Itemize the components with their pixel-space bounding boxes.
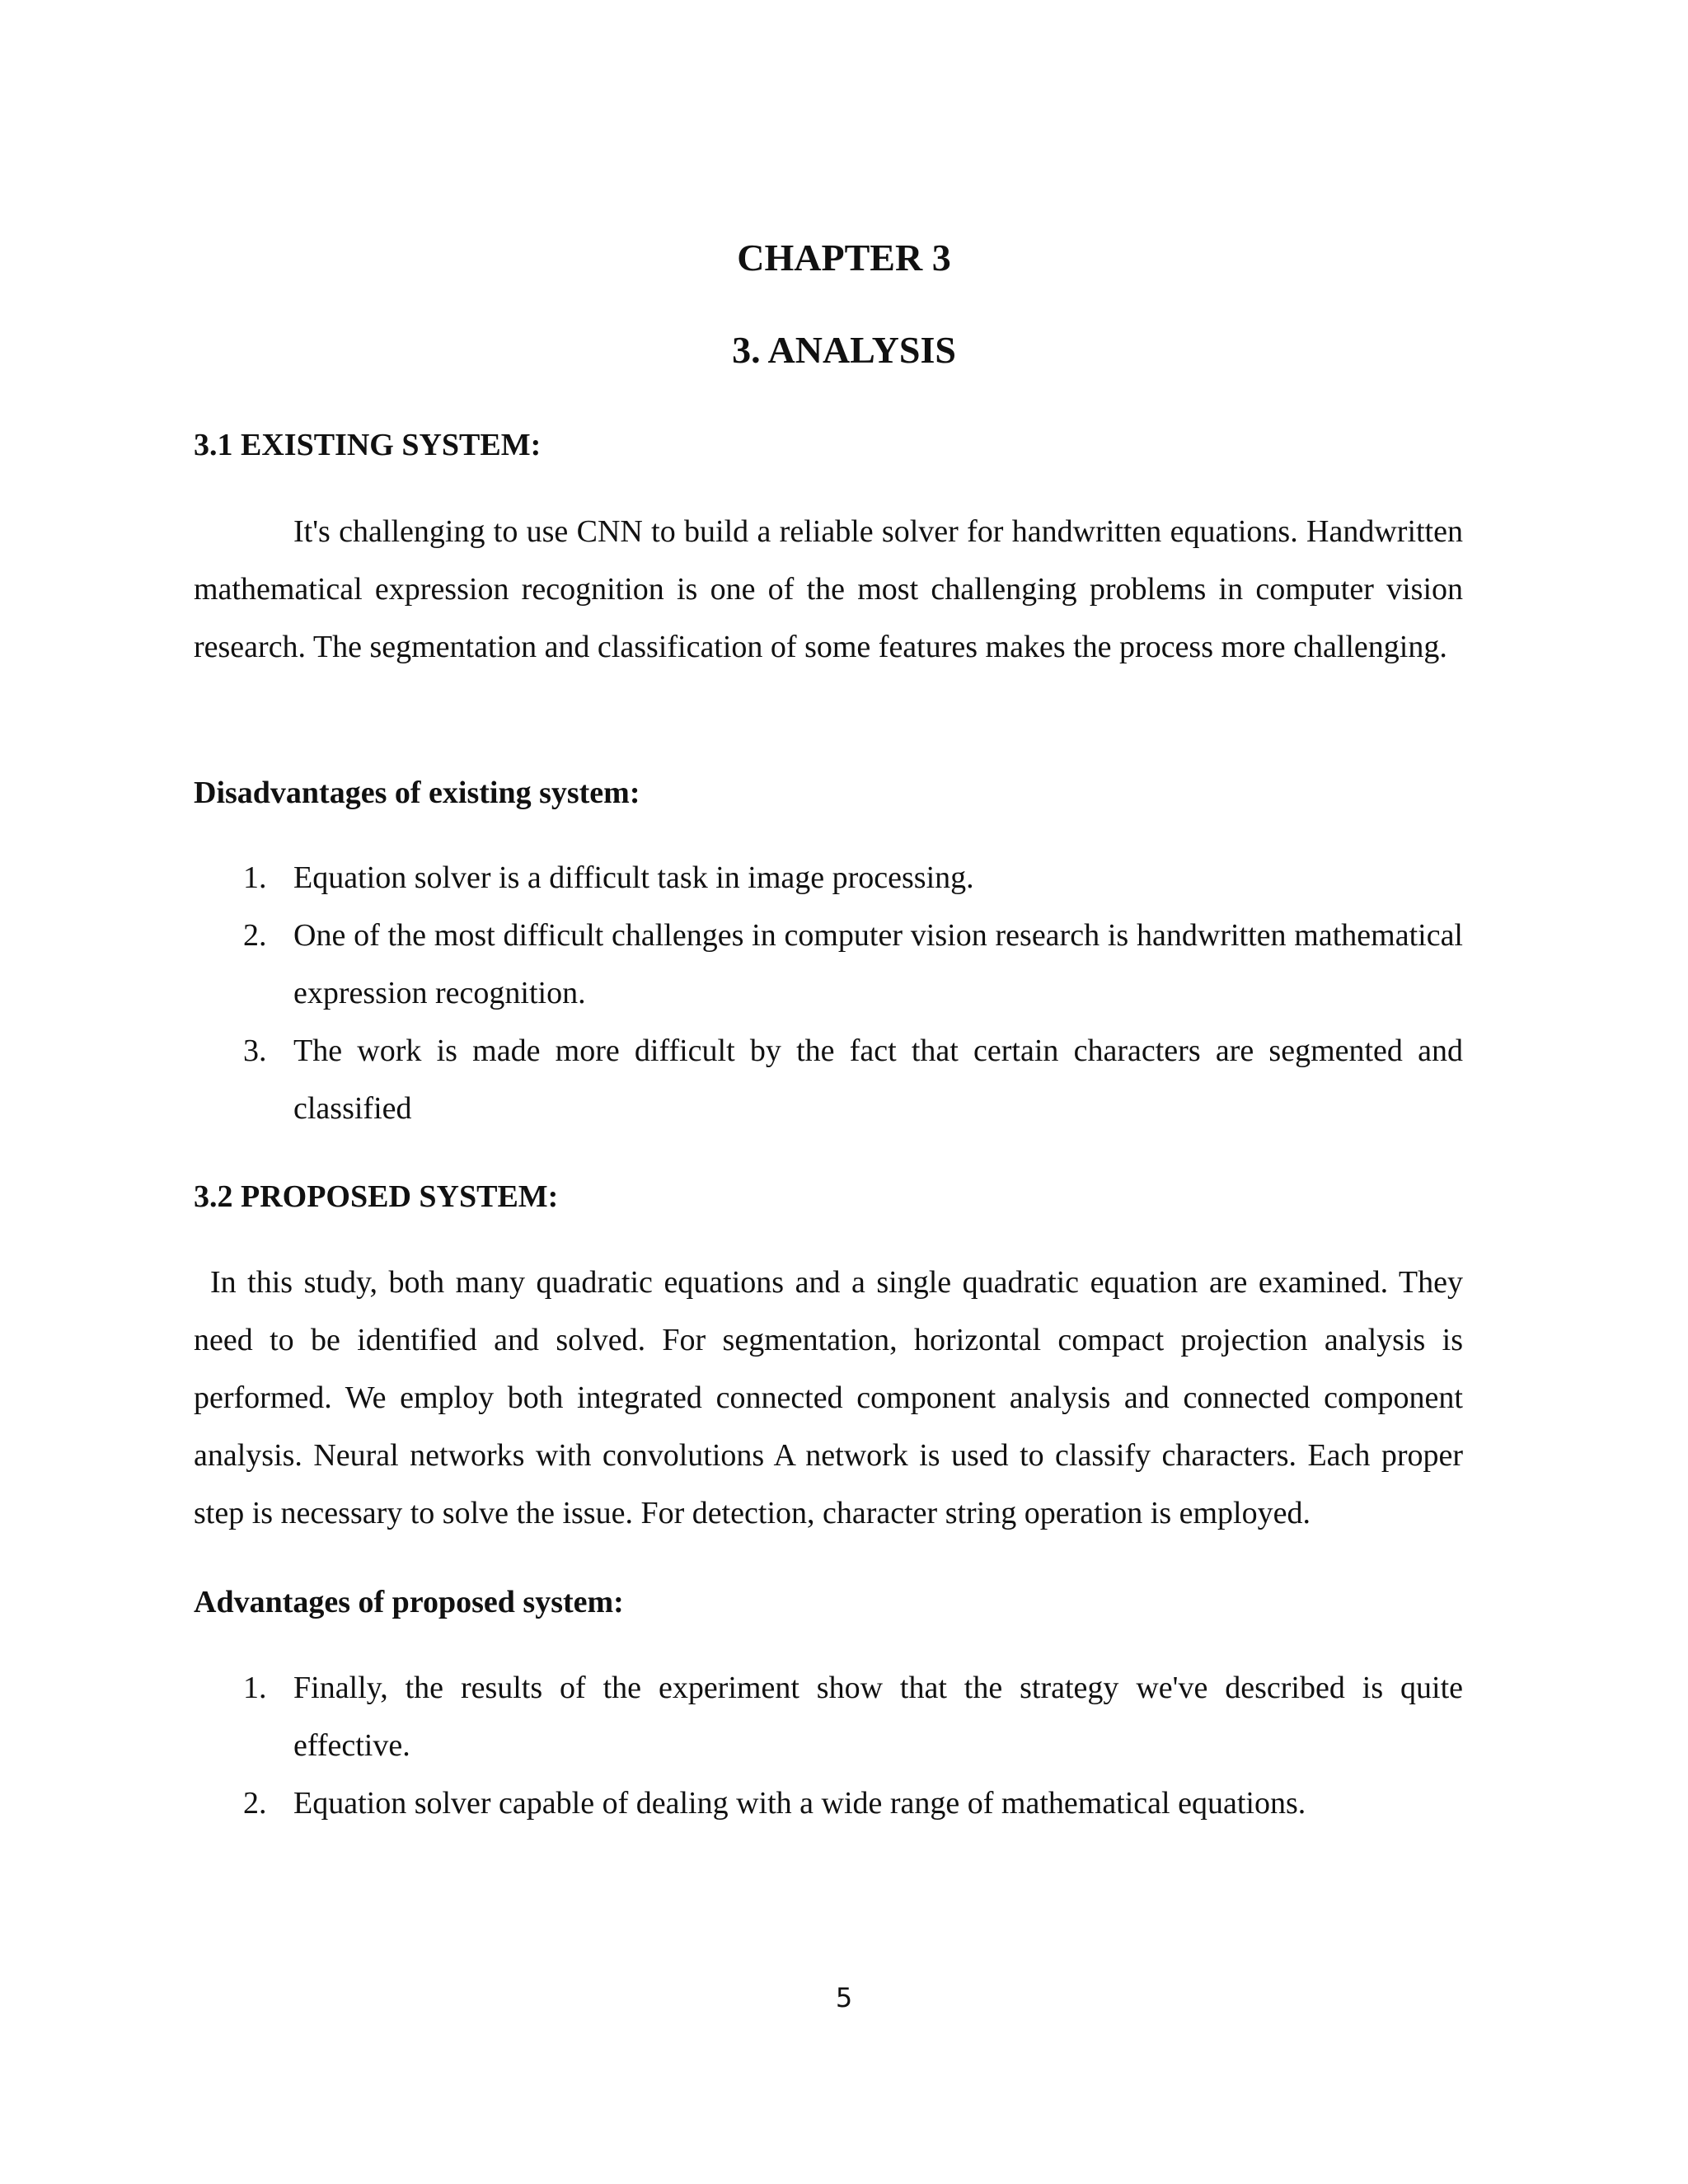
list-item-text: Equation solver capable of dealing with a wide range of mathematical equations.: [293, 1786, 1306, 1821]
list-item-number: 2.: [243, 1786, 267, 1821]
chapter-heading: CHAPTER 3: [737, 237, 951, 279]
chapter-title: 3. ANALYSIS: [732, 329, 956, 371]
list-item: [194, 907, 1463, 1022]
disadvantages-heading: Disadvantages of existing system:: [194, 776, 640, 810]
list-item-text: One of the most difficult challenges in computer vision research is handwritten mathematical expression recognition.: [293, 918, 1463, 1010]
disadvantages-list: [194, 849, 1463, 1137]
section-heading-existing-system: 3.1 EXISTING SYSTEM:: [194, 428, 542, 462]
list-item: [194, 1022, 1463, 1137]
list-item: [194, 849, 1463, 907]
list-item-text: The work is made more difficult by the fact that certain characters are segmented and classified: [293, 1033, 1463, 1126]
proposed-system-paragraph: In this study, both many quadratic equations and a single quadratic equation are examined. They need to be identified and solved. For segmentation, horizontal compact projection analysis is performed. We employ both integrated connected component analysis and connected component analysis. Neural networks with convolutions A network is used to classify characters. Each proper step is necessary to solve the issue. For detection, character string operation is employed.: [194, 1265, 1463, 1530]
list-item-number: 1.: [243, 860, 267, 895]
list-item-number: 2.: [243, 918, 267, 953]
list-item: [194, 1659, 1463, 1774]
advantages-heading: Advantages of proposed system:: [194, 1585, 624, 1619]
list-item-number: 1.: [243, 1671, 267, 1705]
section-heading-proposed-system: 3.2 PROPOSED SYSTEM:: [194, 1179, 559, 1214]
page-number: 5: [835, 1982, 853, 2013]
list-item-text: Equation solver is a difficult task in image processing.: [293, 860, 974, 895]
existing-system-paragraph: It's challenging to use CNN to build a reliable solver for handwritten equations. Handwritten mathematical expression recognition is one of the most challenging problems in computer vision research. The segmentation and classification of some features makes the process more challenging.: [194, 514, 1463, 664]
list-item: [194, 1774, 1463, 1832]
list-item-number: 3.: [243, 1033, 267, 1068]
advantages-list: [194, 1659, 1463, 1832]
list-item-text: Finally, the results of the experiment show that the strategy we've described is quite effective.: [293, 1671, 1463, 1763]
